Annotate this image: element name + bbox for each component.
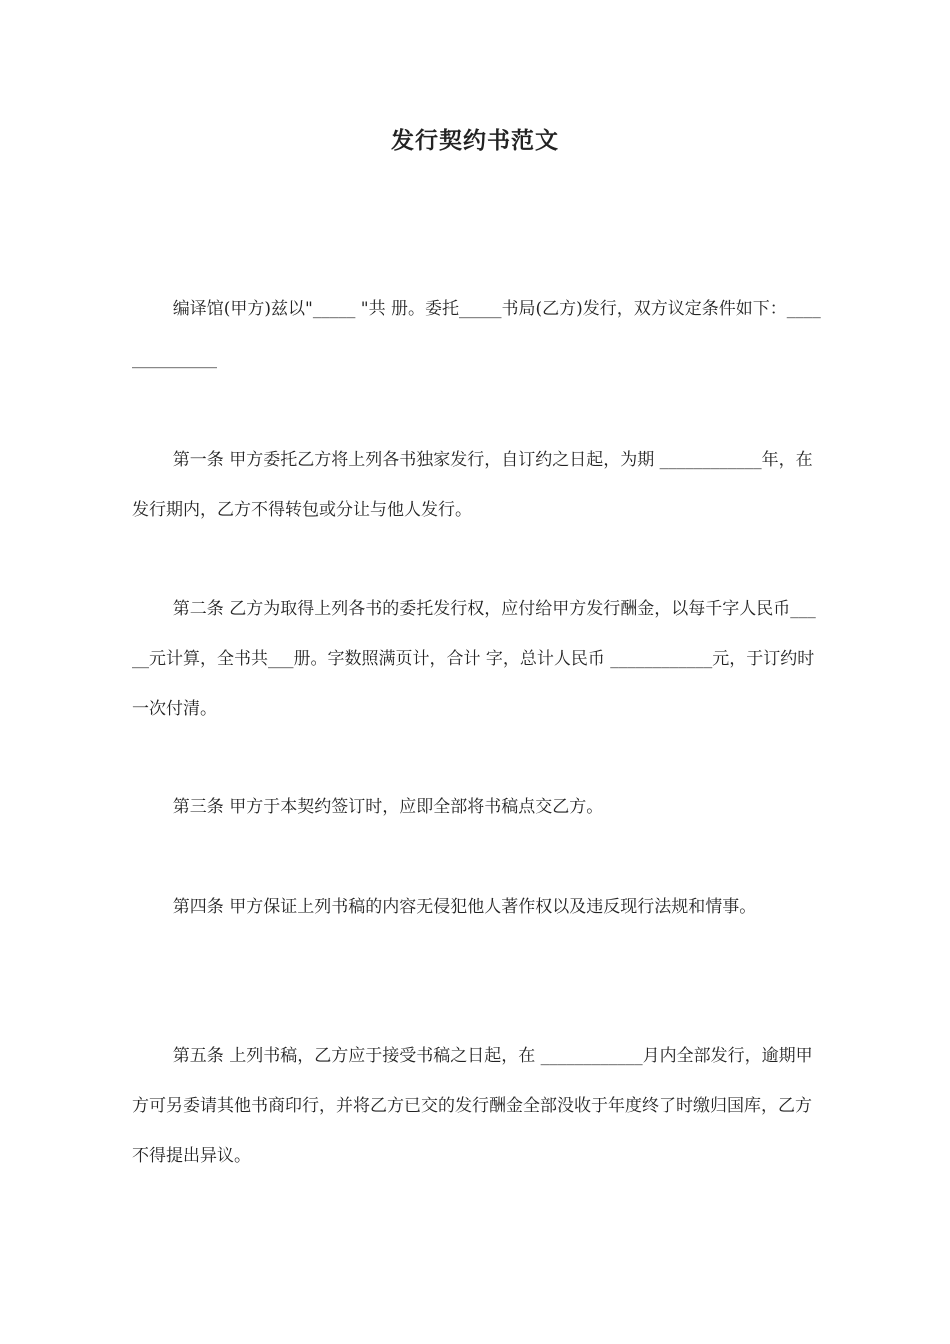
paragraph-article-2: 第二条 乙方为取得上列各书的委托发行权，应付给甲方发行酬金，以每千字人民币_____元计算，全书共___册。字数照满页计，合计 字，总计人民币 ____________元，于订约时一次付清。 [132, 599, 816, 719]
document-title: 发行契约书范文 [391, 128, 559, 154]
paragraph-article-4: 第四条 甲方保证上列书稿的内容无侵犯他人著作权以及违反现行法规和情事。 [172, 897, 757, 917]
paragraph-article-1: 第一条 甲方委托乙方将上列各书独家发行，自订约之日起，为期 ____________年，在发行期内，乙方不得转包或分让与他人发行。 [132, 450, 813, 520]
paragraph-article-5: 第五条 上列书稿，乙方应于接受书稿之日起，在 ____________月内全部发行，逾期甲方可另委请其他书商印行，并将乙方已交的发行酬金全部没收于年度终了时缴归国库，乙方不得提出异议。 [132, 1046, 813, 1166]
paragraph-article-3: 第三条 甲方于本契约签订时，应即全部将书稿点交乙方。 [172, 797, 604, 817]
paragraph-intro: 编译馆(甲方)兹以"_____ "共 册。委托_____书局(乙方)发行，双方议定条件如下：______________ [132, 299, 821, 369]
